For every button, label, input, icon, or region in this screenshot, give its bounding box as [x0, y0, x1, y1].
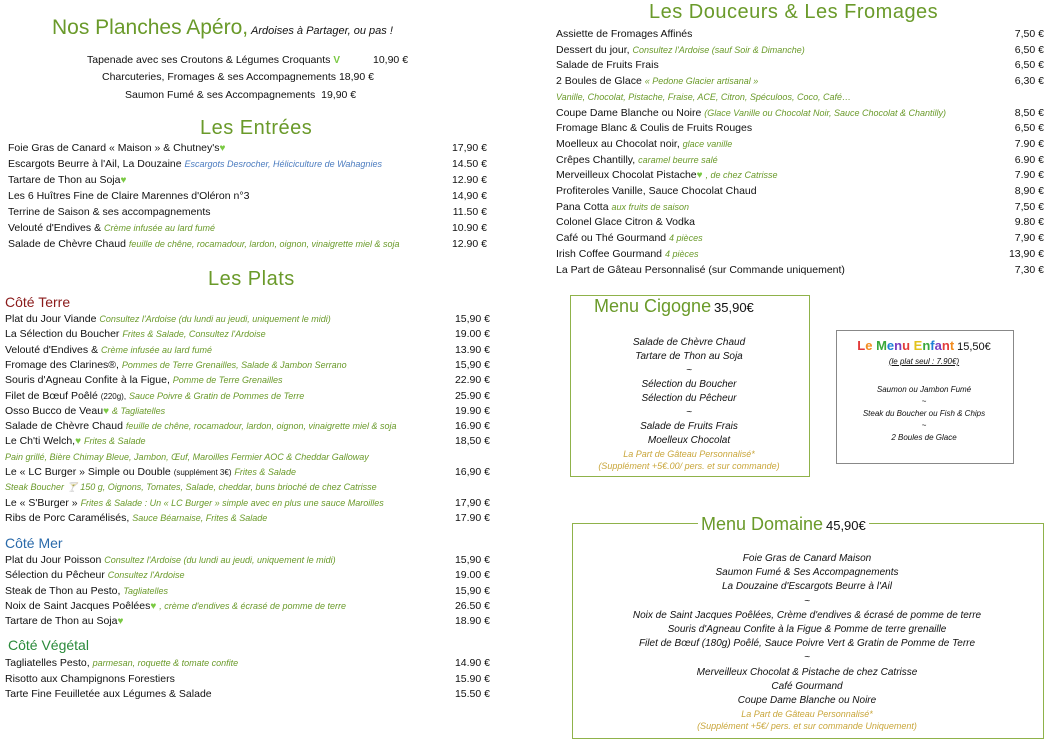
menu-item: [556, 184, 757, 198]
menu-item: [556, 27, 692, 41]
item-note: feuille de chêne, rocamadour, lardon, oignon, vinaigrette miel & soja: [128, 239, 400, 249]
item-price: 14,90 €: [451, 190, 487, 202]
menu-line: La Douzaine d'Escargots Beurre à l'Ail: [721, 581, 893, 593]
menu-item: [5, 599, 346, 614]
menu-line: Merveilleux Chocolat & Pistache de chez Catrisse: [696, 666, 918, 678]
item-note: & Tagliatelles: [111, 405, 166, 416]
menu-item: [5, 614, 123, 629]
item-name: Osso Bucco de Veau: [5, 404, 104, 417]
menu-line: ~: [804, 595, 810, 607]
item-note: Frites & Salade: [234, 467, 296, 477]
douceurs-title: Les Douceurs & Les Fromages: [649, 1, 939, 23]
item-note: aux fruits de saison: [611, 201, 690, 212]
menu-item: [5, 343, 212, 357]
heart-icon: ♥: [219, 143, 226, 154]
menu-item: [8, 157, 382, 171]
item-price: 6,50 €: [1014, 59, 1044, 72]
terre-list: [5, 312, 498, 527]
item-price: 11.50 €: [452, 206, 487, 218]
item-note: Frites & Salade, Consultez l'Ardoise: [122, 329, 266, 340]
menu-item: [5, 687, 212, 701]
item-name: Steak de Thon au Pesto,: [5, 584, 121, 597]
menu-item: [5, 496, 384, 510]
entrees-list: [8, 141, 498, 256]
item-note: parmesan, roquette & tomate confite: [92, 658, 239, 668]
menu-item: [5, 312, 331, 326]
item-price: 12.90 €: [451, 238, 487, 250]
item-price: 26.50 €: [454, 599, 490, 612]
item-price: 15.50 €: [454, 688, 490, 700]
item-price: 7,90 €: [1014, 232, 1044, 245]
item-name: Crêpes Chantilly,: [556, 153, 636, 166]
menu-line: Saumon ou Jambon Fumé: [876, 385, 972, 394]
item-price: 13.90 €: [454, 343, 490, 356]
item-name: Terrine de Saison & ses accompagnements: [8, 206, 211, 218]
menu-item: [556, 58, 659, 72]
item-price: 17,90 €: [451, 142, 487, 154]
item-note: Frites & Salade: [83, 436, 146, 447]
item-detail: (supplément 3€): [173, 468, 232, 477]
menu-item: [556, 153, 718, 167]
menu-item: [8, 221, 215, 235]
item-name: Tarte Fine Feuilletée aux Légumes & Salade: [5, 688, 212, 700]
item-note: Crème infusée au lard fumé: [101, 344, 213, 355]
menu-item: [556, 231, 703, 245]
enfant-sub: (le plat seul : 7.90€): [888, 357, 960, 366]
heart-icon: ♥: [117, 616, 124, 628]
item-name: Filet de Bœuf Poêlé: [5, 389, 98, 402]
item-price: 14.50 €: [451, 158, 487, 170]
item-name: Noix de Saint Jacques Poêlées: [5, 599, 151, 612]
item-name: Fromage Blanc & Coulis de Fruits Rouges: [556, 122, 753, 135]
item-price: 7,50 €: [1014, 28, 1044, 40]
item-name: Velouté d'Endives &: [5, 343, 99, 356]
item-price: 19.00 €: [454, 569, 490, 582]
item-note: glace vanille: [682, 138, 733, 149]
menu-item: [5, 373, 283, 387]
menu-line: Salade de Chèvre Chaud: [632, 337, 746, 348]
item-name: Le « S'Burger »: [5, 496, 78, 509]
menu-item: [5, 553, 336, 567]
item-price: 22.90 €: [454, 374, 490, 387]
item-price: 7.90 €: [1014, 169, 1044, 182]
menu-line: Sélection du Boucher: [641, 379, 737, 390]
menu-note: (Supplément +5€.00/ pers. et sur commande): [598, 461, 780, 471]
menu-item: [8, 205, 211, 219]
item-note: Pommes de Terre Grenailles, Salade & Jambon Serrano: [121, 359, 347, 370]
item-name: Coupe Dame Blanche ou Noire: [556, 106, 702, 119]
item-name: Salade de Chèvre Chaud: [5, 420, 123, 433]
menu-item: [8, 189, 249, 203]
menu-item: [8, 173, 126, 188]
menu-item: [5, 511, 267, 525]
item-price: 7,30 €: [1014, 263, 1044, 276]
item-note: Escargots Desrocher, Héliciculture de Wahagnies: [184, 159, 382, 169]
menu-line: Café Gourmand: [771, 680, 843, 692]
mer-list: [5, 553, 498, 628]
item-name: Salade de Chèvre Chaud: [8, 238, 126, 250]
menu-item: [556, 200, 689, 214]
item-name: Escargots Beurre à l'Ail, La Douzaine: [8, 158, 182, 170]
menu-item: [5, 358, 347, 372]
menu-line: Saumon Fumé & Ses Accompagnements: [715, 567, 899, 579]
planches-section: [52, 16, 492, 40]
cigogne-title: Menu Cigogne 35,90€: [594, 296, 754, 316]
menu-note: La Part de Gâteau Personnalisé*: [623, 449, 755, 459]
menu-line: Sélection du Pêcheur: [641, 393, 737, 404]
item-note: Sauce Béarnaise, Frites & Salade: [132, 512, 268, 523]
item-name: Colonel Glace Citron & Vodka: [556, 216, 695, 229]
item-name: La Sélection du Boucher: [5, 328, 120, 341]
item-price: 15,90 €: [454, 584, 490, 597]
menu-line: Filet de Bœuf (180g) Poêlé, Sauce Poivre Vert & Gratin de Pomme de Terre: [638, 638, 976, 650]
menu-item: [556, 106, 946, 120]
item-price: 6.90 €: [1014, 153, 1044, 166]
item-name: Plat du Jour Viande: [5, 313, 97, 325]
item-note: Vanille, Chocolat, Pistache, Fraise, ACE, Citron, Spéculoos, Coco, Café…: [556, 91, 851, 102]
menu-line: Coupe Dame Blanche ou Noire: [737, 695, 877, 707]
item-price: 18.90 €: [454, 615, 490, 628]
item-price: 14.90 €: [454, 657, 490, 669]
item-price: 17,90 €: [454, 496, 490, 509]
item-name: Moelleux au Chocolat noir,: [556, 137, 680, 150]
menu-line: Souris d'Agneau Confite à la Figue & Pomme de terre grenaille: [667, 624, 947, 636]
entrees-title: Les Entrées: [200, 117, 313, 139]
enfant-title: Le Menu Enfant 15,50€: [857, 338, 991, 353]
item-note: , crème d'endives & écrasé de pomme de terre: [159, 600, 347, 611]
douceurs-list: [556, 27, 1048, 282]
item-name: 2 Boules de Glace: [556, 75, 642, 88]
item-note: Tagliatelles: [123, 585, 169, 596]
item-note: Crème infusée au lard fumé: [104, 223, 216, 233]
item-name: Tartare de Thon au Soja: [5, 615, 118, 628]
planches-title: Nos Planches Apéro, Ardoises à Partager, ou pas !: [52, 16, 393, 39]
item-note: feuille de chêne, rocamadour, lardon, oignon, vinaigrette miel & soja: [125, 421, 397, 432]
menu-note: (Supplément +5€/ pers. et sur commande Uniquement): [697, 721, 917, 732]
menu-item: [5, 404, 165, 419]
item-price: 7,50 €: [1014, 200, 1044, 213]
menu-item: [556, 137, 732, 151]
menu-line: ~: [686, 407, 692, 418]
item-price: 16,90 €: [454, 466, 490, 478]
item-price: 16.90 €: [454, 420, 490, 433]
plats-title: Les Plats: [208, 268, 295, 290]
item-name: Tagliatelles Pesto,: [5, 657, 90, 669]
item-name: Velouté d'Endives &: [8, 222, 102, 234]
menu-item: [556, 263, 845, 277]
item-name: Souris d'Agneau Confite à la Figue,: [5, 374, 170, 387]
menu-item: [556, 247, 698, 261]
item-price: 18,50 €: [454, 435, 490, 448]
menu-item: [556, 74, 758, 88]
menu-item: [5, 672, 175, 686]
item-name: Foie Gras de Canard « Maison » & Chutney's: [8, 142, 220, 154]
item-note: Consultez l'Ardoise (du lundi au jeudi, uniquement le midi): [99, 314, 331, 324]
menu-item: [8, 237, 400, 251]
planche-item: Charcuteries, Fromages & ses Accompagnements 18,90 €: [102, 71, 374, 83]
planche-price: 10,90 €: [373, 54, 409, 66]
item-price: 15,90 €: [454, 554, 490, 566]
item-name: Ribs de Porc Caramélisés,: [5, 511, 130, 524]
vegetal-list: [5, 656, 498, 704]
item-note: caramel beurre salé: [638, 154, 718, 165]
domaine-title: Menu Domaine 45,90€: [698, 514, 869, 535]
item-price: 13,90 €: [1008, 247, 1044, 260]
item-note: Sauce Poivre & Gratin de Pommes de Terre: [129, 390, 305, 401]
menu-line: Moelleux Chocolat: [647, 435, 731, 446]
menu-item: [5, 480, 377, 494]
menu-line: Tartare de Thon au Soja: [635, 351, 743, 362]
menu-item: [5, 450, 369, 464]
item-name: Le « LC Burger » Simple ou Double: [5, 466, 171, 478]
item-price: 25.90 €: [454, 389, 490, 402]
cigogne-lines: [570, 336, 808, 472]
item-name: Tartare de Thon au Soja: [8, 174, 121, 186]
item-name: Fromage des Clarines®,: [5, 358, 119, 371]
item-price: 15,90 €: [454, 313, 490, 325]
menu-item: [5, 656, 238, 670]
menu-line: Noix de Saint Jacques Poêlées, Crème d'endives & écrasé de pomme de terre: [632, 609, 982, 621]
item-note: « Pedone Glacier artisanal »: [644, 76, 759, 87]
item-note: Pain grillé, Bière Chimay Bleue, Jambon, Œuf, Maroilles Fermier AOC & Cheddar Galloway: [5, 451, 369, 462]
planches-list: [0, 53, 520, 105]
item-price: 19.90 €: [454, 404, 490, 417]
menu-item: [5, 465, 296, 480]
menu-line: ~: [686, 365, 692, 376]
cote-vegetal-title: Côté Végétal: [8, 637, 89, 653]
item-name: Risotto aux Champignons Forestiers: [5, 672, 175, 685]
item-price: 6,30 €: [1014, 75, 1044, 88]
item-price: 7.90 €: [1014, 137, 1044, 150]
item-name: Sélection du Pêcheur: [5, 569, 105, 582]
menu-item: [556, 168, 778, 183]
item-detail: (220g),: [100, 391, 127, 401]
menu-line: ~: [921, 397, 927, 406]
item-name: Dessert du jour,: [556, 43, 630, 56]
enfant-lines: [836, 384, 1012, 444]
item-price: 6,50 €: [1014, 122, 1044, 135]
item-name: Irish Coffee Gourmand: [556, 247, 663, 260]
heart-icon: ♥: [103, 405, 110, 417]
item-note: , de chez Catrisse: [705, 170, 778, 181]
item-note: Consultez l'Ardoise: [107, 570, 185, 581]
item-note: Frites & Salade : Un « LC Burger » simple avec en plus une sauce Maroilles: [80, 497, 384, 508]
item-note: Steak Boucher 🍸 150 g, Oignons, Tomates, Salade, cheddar, buns brioché de chez Catrisse: [5, 482, 377, 493]
item-name: Pana Cotta: [556, 200, 609, 213]
item-name: Café ou Thé Gourmand: [556, 232, 667, 245]
menu-line: ~: [804, 652, 810, 664]
menu-item: [556, 121, 752, 135]
heart-icon: ♥: [696, 170, 703, 182]
item-note: (Glace Vanille ou Chocolat Noir, Sauce Chocolat & Chantilly): [704, 107, 947, 118]
item-price: 8,90 €: [1014, 185, 1044, 197]
item-price: 6,50 €: [1014, 43, 1044, 56]
menu-line: 2 Boules de Glace: [891, 433, 957, 442]
menu-item: [5, 419, 397, 433]
item-name: Plat du Jour Poisson: [5, 554, 102, 566]
menu-item: [556, 215, 695, 229]
menu-line: Salade de Fruits Frais: [640, 421, 738, 432]
item-name: Salade de Fruits Frais: [556, 59, 659, 72]
heart-icon: ♥: [75, 436, 82, 448]
item-note: Consultez l'Ardoise (du lundi au jeudi, uniquement le midi): [104, 555, 336, 565]
menu-item: [5, 584, 168, 598]
menu-item: [8, 141, 225, 156]
heart-icon: ♥: [120, 175, 127, 186]
planche-item: Tapenade avec ses Croutons & Légumes Croquants V: [87, 54, 340, 66]
item-name: Merveilleux Chocolat Pistache: [556, 169, 697, 182]
menu-item: [5, 568, 185, 582]
planche-item: Saumon Fumé & ses Accompagnements 19,90 €: [125, 89, 357, 101]
item-price: 15,90 €: [454, 358, 490, 371]
heart-icon: ♥: [150, 600, 157, 612]
menu-item: [5, 434, 145, 449]
item-price: 17.90 €: [454, 511, 490, 524]
item-note: Consultez l'Ardoise (sauf Soir & Dimanche): [632, 44, 805, 55]
item-note: Pomme de Terre Grenailles: [172, 375, 283, 386]
menu-item: [556, 90, 851, 104]
menu-line: ~: [921, 421, 927, 430]
item-price: 12.90 €: [451, 174, 487, 186]
item-note: 4 pièces: [669, 233, 703, 244]
item-price: 19.00 €: [454, 328, 490, 341]
item-name: Les 6 Huîtres Fine de Claire Marennes d'Oléron n°3: [8, 190, 250, 202]
item-name: La Part de Gâteau Personnalisé (sur Commande uniquement): [556, 263, 845, 276]
item-price: 8,50 €: [1014, 106, 1044, 119]
menu-line: Foie Gras de Canard Maison: [742, 553, 872, 564]
menu-item: [556, 43, 805, 57]
menu-item: [5, 389, 304, 404]
item-note: 4 pièces: [664, 248, 699, 259]
item-name: Le Ch'ti Welch,: [5, 435, 76, 448]
menu-item: [5, 327, 266, 341]
item-price: 9.80 €: [1014, 216, 1044, 229]
item-name: Profiteroles Vanille, Sauce Chocolat Chaud: [556, 185, 757, 197]
menu-line: Steak du Boucher ou Fish & Chips: [862, 409, 986, 418]
domaine-lines: [572, 552, 1042, 732]
item-name: Assiette de Fromages Affinés: [556, 28, 693, 40]
menu-note: La Part de Gâteau Personnalisé*: [741, 709, 873, 720]
cote-mer-title: Côté Mer: [5, 535, 63, 551]
item-price: 15.90 €: [454, 672, 490, 685]
cote-terre-title: Côté Terre: [5, 294, 71, 310]
item-price: 10.90 €: [451, 222, 487, 234]
